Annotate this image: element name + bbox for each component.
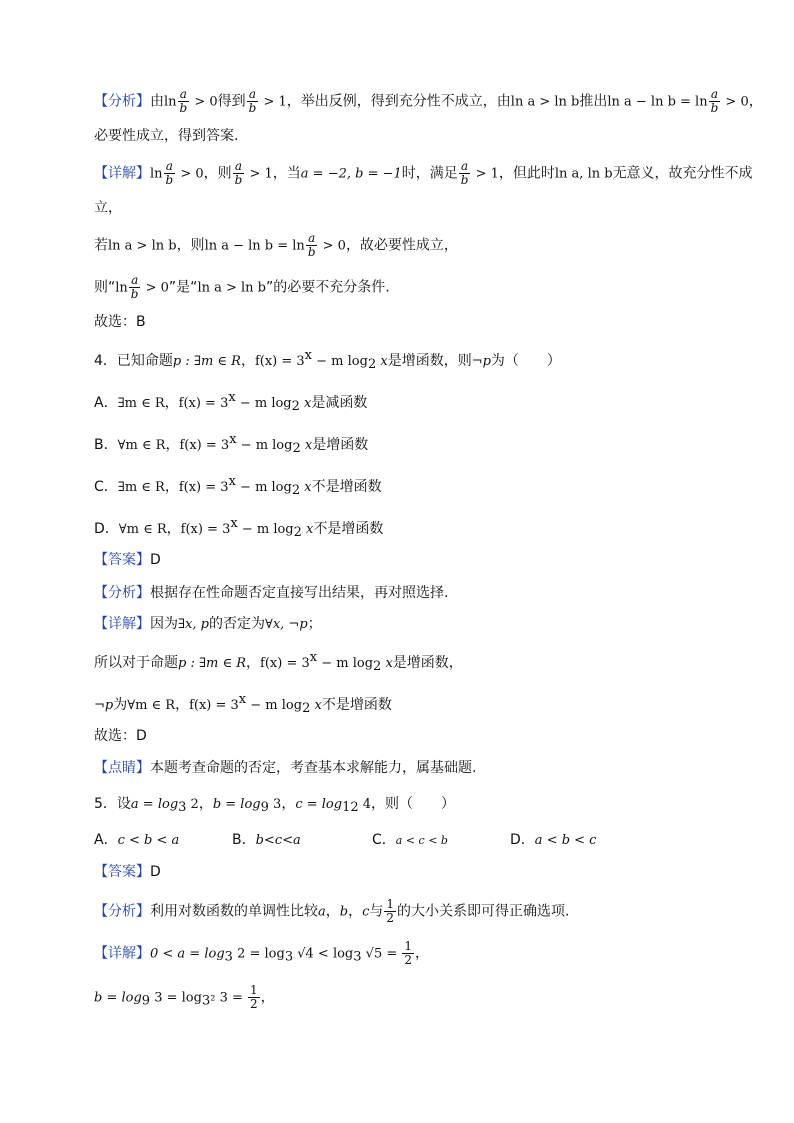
detail-paragraph-1: 【详解】ln $\frac{a}{b}$ > 0，则 $\frac{a}{b}$ > 1，当a = −2, b = −1时，满足 $\frac{a}{b}$ > 1，但此时ln a, ln b无意义，故充分性不成 — [94, 159, 753, 187]
analysis-label: 【分析】 — [94, 93, 150, 110]
q5-option-d[interactable]: D．a < b < c — [510, 832, 597, 848]
q5-option-c[interactable]: C．a < c < b — [372, 832, 448, 848]
fraction: $\frac{1}{2}$ — [250, 983, 258, 1011]
q4-detail: 【详解】因为∃x, p的否定为∀x, ¬p； — [94, 616, 322, 632]
q5-answer: 【答案】D — [94, 864, 161, 880]
q5-option-a[interactable]: A．c < b < a — [94, 832, 180, 848]
analysis-paragraph-1: 【分析】由ln $\frac{a}{b}$ > 0得到 $\frac{a}{b}$ > 1，举出反例，得到充分性不成立，由ln a > ln b推出ln a − ln b = ln $\frac{a}{b}$ > 0， — [94, 87, 763, 115]
q5-option-b[interactable]: B．b<c<a — [232, 832, 301, 848]
q4-option-d[interactable]: D．∀m ∈ R，$f(x) = 3^x - m$ $\log_2 x$不是增函数 — [94, 516, 384, 540]
answer-choice-3: 故选：B — [94, 314, 146, 330]
fraction: $\frac{a}{b}$ — [460, 159, 469, 187]
analysis-paragraph-1-line-2: 必要性成立，得到答案. — [94, 128, 239, 144]
question-4-stem: 4．已知命题p : ∃m ∈ R，$f(x) = 3^x - m$ $\log_2 x$是增函数，则¬p为（ ） — [94, 348, 561, 372]
question-5-stem: 5．设$a = \log_3 2$，$b = \log_9 3$，$c = \log_{12} 4$，则（ ） — [94, 796, 456, 815]
q4-option-a[interactable]: A．∃m ∈ R，$f(x) = 3^x - m$ $\log_2 x$是减函数 — [94, 390, 368, 414]
fraction: $\frac{a}{b}$ — [179, 87, 188, 115]
q4-comment: 【点睛】本题考查命题的否定，考查基本求解能力，属基础题. — [94, 760, 477, 776]
q4-analysis: 【分析】根据存在性命题否定直接写出结果，再对照选择. — [94, 585, 449, 601]
fraction: $\frac{1}{2}$ — [404, 939, 413, 967]
q5-analysis: 【分析】利用对数函数的单调性比较a，b，c与 $\frac{1}{2}$ 的大小关系即可得正确选项. — [94, 897, 570, 925]
necessity-line: 若ln a > ln b，则ln a − ln b = ln $\frac{a}{b}$ > 0，故必要性成立， — [94, 231, 458, 259]
q4-choose: 故选：D — [94, 728, 147, 744]
detail-paragraph-1-line-2: 立， — [94, 200, 122, 216]
fraction: $\frac{a}{b}$ — [165, 159, 174, 187]
q5-detail: 【详解】$0 < a = \log_3 2 = \log_3 √4 < \log_3 √5$ = $\frac{1}{2}$ ， — [94, 939, 430, 967]
q5-detail-line-2: $b = \log_9 3 = \log_{3^2} 3$ = $\frac{1}{2}$ ， — [94, 983, 275, 1011]
fraction: $\frac{a}{b}$ — [130, 273, 139, 301]
q4-option-b[interactable]: B．∀m ∈ R，$f(x) = 3^x - m$ $\log_2 x$是增函数 — [94, 432, 369, 456]
q4-option-c[interactable]: C．∃m ∈ R，$f(x) = 3^x - m$ $\log_2 x$不是增函数 — [94, 474, 382, 498]
conclusion-line: 则“ln $\frac{a}{b}$ > 0”是“ln a > ln b”的必要不充分条件. — [94, 273, 390, 301]
detail-label: 【详解】 — [94, 165, 150, 182]
q4-answer: 【答案】D — [94, 552, 161, 568]
fraction: $\frac{a}{b}$ — [710, 87, 719, 115]
q4-detail-line-3: ¬p为∀m ∈ R，$f(x) = 3^x - m$ $\log_2 x$不是增函数 — [94, 692, 392, 716]
fraction: $\frac{a}{b}$ — [234, 159, 243, 187]
fraction: $\frac{a}{b}$ — [307, 231, 316, 259]
q4-detail-line-2: 所以对于命题p : ∃m ∈ R，$f(x) = 3^x - m$ $\log_2 x$是增函数， — [94, 650, 463, 674]
fraction: $\frac{1}{2}$ — [386, 897, 395, 925]
fraction: $\frac{a}{b}$ — [248, 87, 257, 115]
